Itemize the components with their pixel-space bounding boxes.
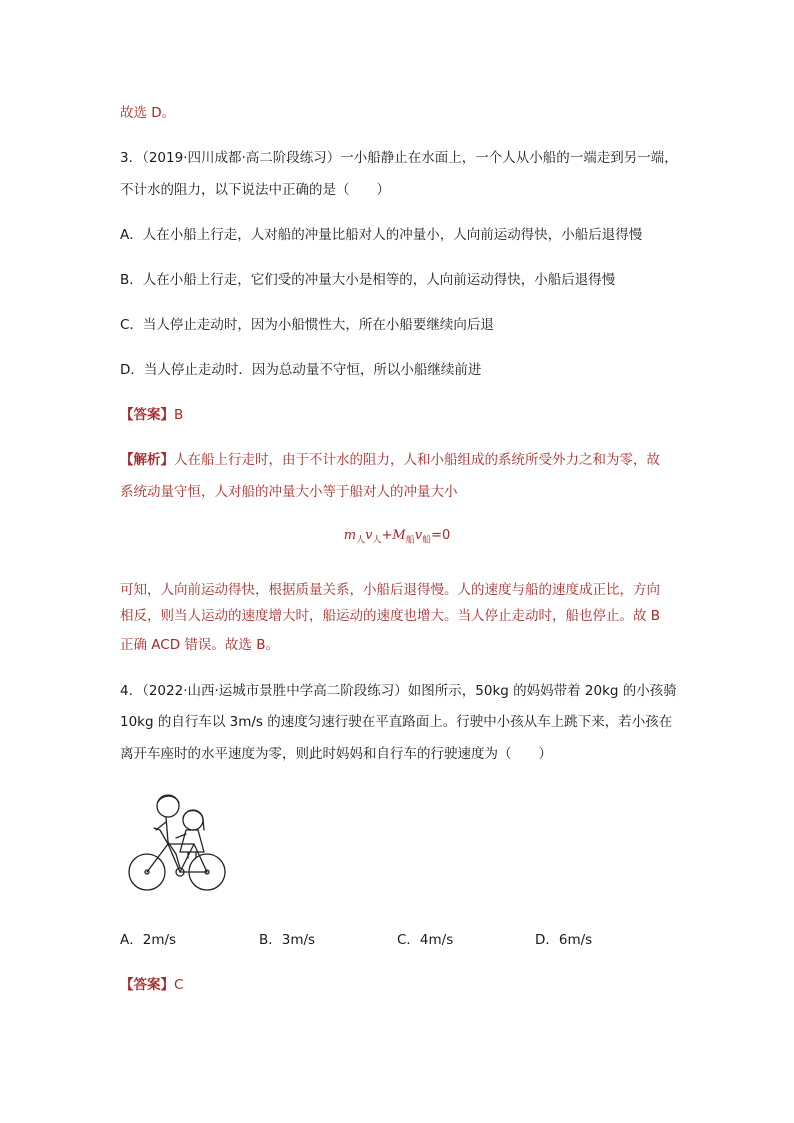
q3-option-b: B．人在小船上行走，它们受的冲量大小是相等的，人向前运动得快，小船后退得慢 bbox=[120, 272, 616, 288]
answer-value: B bbox=[174, 407, 184, 423]
q3-option-a: A．人在小船上行走，人对船的冲量比船对人的冲量小，人向前运动得快，小船后退得慢 bbox=[120, 227, 643, 243]
q3-stem-line1: 3．（2019·四川成都·高二阶段练习）一小船静止在水面上，一个人从小船的一端走到另一端， bbox=[120, 150, 678, 166]
mother-child-bicycle-illustration bbox=[124, 792, 232, 896]
q3-option-c: C．当人停止走动时，因为小船惯性大，所在小船要继续向后退 bbox=[120, 317, 494, 333]
analysis-text: 人在船上行走时，由于不计水的阻力，人和小船组成的系统所受外力之和为零，故 bbox=[174, 452, 660, 468]
q4-stem-line1: 4．（2022·山西·运城市景胜中学高二阶段练习）如图所示，50kg 的妈妈带着 20kg 的小孩骑 bbox=[120, 683, 677, 699]
analysis-label: 【解析】 bbox=[120, 452, 174, 468]
momentum-formula: $m_人v_人+M_船v_船=0$ bbox=[343, 528, 451, 546]
q3-option-d: D．当人停止走动时．因为总动量不守恒，所以小船继续前进 bbox=[120, 362, 482, 378]
answer-label: 【答案】 bbox=[120, 407, 174, 423]
q3-stem-line2: 不计水的阻力，以下说法中正确的是（ ） bbox=[120, 182, 390, 198]
q4-option-d: D．6m/s bbox=[535, 932, 593, 948]
q4-option-c: C．4m/s bbox=[397, 932, 454, 948]
q3-conclusion-line3: 正确 ACD 错误。故选 B。 bbox=[120, 637, 279, 653]
q3-analysis-line1 bbox=[120, 450, 660, 470]
q4-stem-line2: 10kg 的自行车以 3m/s 的速度匀速行驶在平直路面上。行驶中小孩从车上跳下来，若小孩在 bbox=[120, 714, 673, 730]
q4-option-a: A．2m/s bbox=[120, 932, 177, 948]
q3-answer bbox=[120, 405, 183, 425]
q4-option-b: B．3m/s bbox=[259, 932, 316, 948]
q4-answer bbox=[120, 975, 183, 995]
q3-analysis-line2: 系统动量守恒，人对船的冲量大小等于船对人的冲量大小 bbox=[120, 484, 458, 500]
answer-value: C bbox=[174, 977, 184, 993]
previous-answer-tail: 故选 D。 bbox=[120, 105, 176, 121]
q3-conclusion-line2: 相反，则当人运动的速度增大时，船运动的速度也增大。当人停止走动时，船也停止。故 B bbox=[120, 608, 661, 624]
answer-label: 【答案】 bbox=[120, 977, 174, 993]
q3-conclusion-line1: 可知，人向前运动得快，根据质量关系，小船后退得慢。人的速度与船的速度成正比，方向 bbox=[120, 582, 660, 598]
q4-stem-line3: 离开车座时的水平速度为零，则此时妈妈和自行车的行驶速度为（ ） bbox=[120, 746, 552, 762]
